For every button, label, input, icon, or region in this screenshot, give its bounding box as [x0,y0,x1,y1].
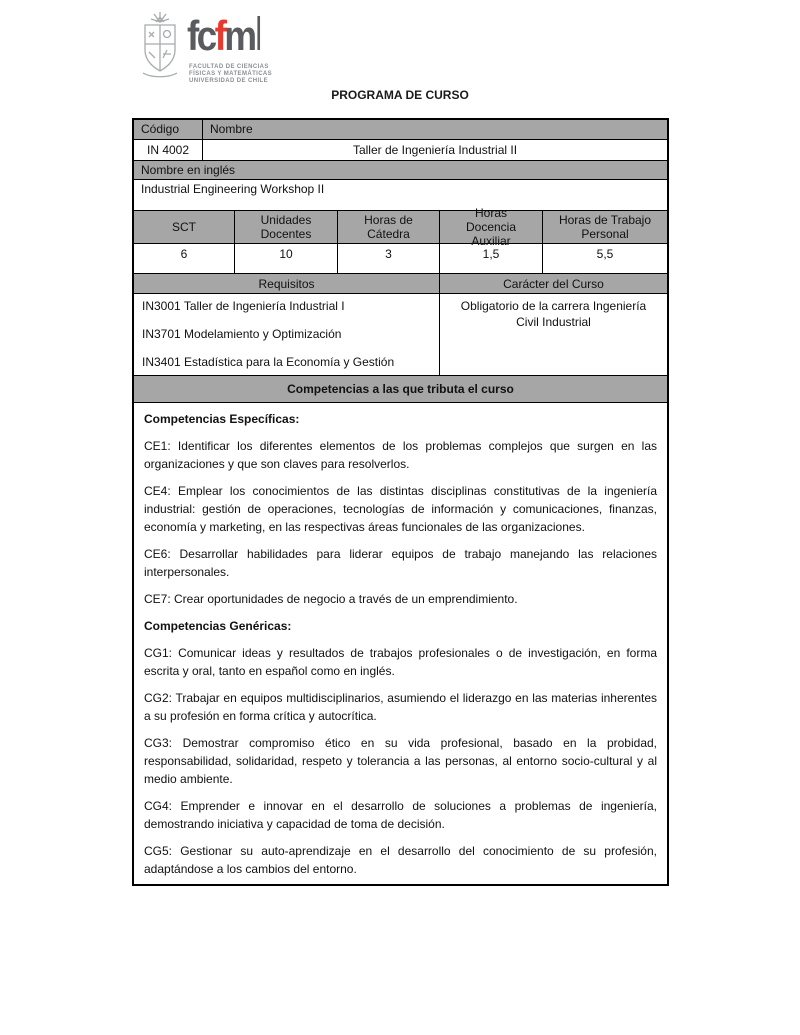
caracter-value-cell: Obligatorio de la carrera Ingeniería Civil Industrial [439,294,667,375]
competencia-ce1: CE1: Identificar los diferentes elementos de los problemas complejos que surgen en las organizaciones y que son claves para resolverlos. [144,439,657,471]
logo-caption-line3: UNIVERSIDAD DE CHILE [189,78,269,84]
fcfm-logo [137,8,367,86]
fcfm-wordmark [187,14,260,58]
horas-trabajo-header-cell: Horas de Trabajo Personal [542,211,667,243]
row-horas-values [134,243,667,273]
row-codigo-nombre-header [134,120,667,139]
document-title: PROGRAMA DE CURSO [331,88,469,102]
competencia-cg5: CG5: Gestionar su auto-aprendizaje en el desarrollo del conocimiento de su profesión, adaptándose a los cambios del entorno. [144,844,657,876]
horas-docencia-header-cell: Horas Docencia Auxiliar [439,211,542,243]
horas-trabajo-value-cell: 5,5 [542,244,667,273]
sct-value-cell: 6 [180,247,188,261]
logo-caption-line1: FACULTAD DE CIENCIAS [189,64,269,70]
competencia-cg3: CG3: Demostrar compromiso ético en su vida profesional, basado en la probidad, responsabilidad, solidaridad, respeto y tolerancia a las personas, al entorno socio-cultural y al medio ambiente. [144,736,657,786]
row-nombre-ingles-value [134,179,667,210]
competencias-especificas-heading: Competencias Específicas: [144,412,300,426]
horas-catedra-header-cell: Horas de Cátedra [337,211,439,243]
row-codigo-nombre-values [134,139,667,160]
competencia-cg1: CG1: Comunicar ideas y resultados de trabajos profesionales o de investigación, en forma escrita y oral, tanto en español como en inglés. [144,646,657,678]
competencia-cg2: CG2: Trabajar en equipos multidisciplinarios, asumiendo el liderazgo en las materias inherentes a su profesión en forma crítica y autocrítica. [144,691,657,723]
course-table [132,118,669,886]
row-competencias-body [134,402,667,884]
codigo-header-cell: Código [134,120,202,139]
nombre-ingles-header-cell: Nombre en inglés [134,161,667,179]
competencia-ce6: CE6: Desarrollar habilidades para liderar equipos de trabajo manejando las relaciones interpersonales. [144,547,657,579]
competencias-genericas-heading: Competencias Genéricas: [144,619,292,633]
university-crest-icon [137,10,183,80]
competencias-banner-cell: Competencias a las que tributa el curso [134,376,667,402]
row-requisitos-header [134,273,667,293]
wordmark-bar [257,16,260,50]
row-nombre-ingles-header [134,160,667,179]
row-competencias-banner [134,375,667,402]
competencia-ce7: CE7: Crear oportunidades de negocio a través de un emprendimiento. [144,592,518,606]
horas-catedra-value-cell: 3 [337,244,439,273]
requisitos-header-cell: Requisitos [134,274,439,293]
requisitos-list [134,294,439,375]
sct-header-cell: SCT [172,220,196,234]
competencia-cg4: CG4: Emprender e innovar en el desarrollo de soluciones a problemas de ingeniería, demostrando iniciativa y capacidad de toma de decisión. [144,799,657,831]
requisito-item: IN3401 Estadística para la Economía y Gestión [142,355,395,369]
wordmark-m: m [224,12,255,59]
nombre-header-cell: Nombre [202,120,667,139]
caracter-header-cell: Carácter del Curso [439,274,667,293]
unidades-docentes-header-cell: Unidades Docentes [234,211,337,243]
codigo-value-cell: IN 4002 [146,143,190,157]
wordmark-red-f: f [214,12,225,59]
competencia-ce4: CE4: Emplear los conocimientos de las distintas disciplinas constitutivas de la ingeniería industrial: gestión de operaciones, tecnologías de información y comunicaciones, finanzas, economía y marketing, en las respectivas áreas funcionales de las organizaciones. [144,484,657,534]
logo-caption [189,64,272,85]
unidades-docentes-value-cell: 10 [234,244,337,273]
requisito-item: IN3701 Modelamiento y Optimización [142,327,342,341]
horas-docencia-value-cell: 1,5 [439,244,542,273]
row-requisitos-values [134,293,667,375]
nombre-ingles-value-cell: Industrial Engineering Workshop II [141,182,325,196]
requisito-item: IN3001 Taller de Ingeniería Industrial I [142,299,345,313]
nombre-value-cell: Taller de Ingeniería Industrial II [202,140,667,160]
row-horas-headers [134,206,667,248]
wordmark-fc: fc [187,12,215,59]
logo-caption-line2: FÍSICAS Y MATEMÁTICAS [189,71,273,77]
competencias-body [134,403,667,884]
